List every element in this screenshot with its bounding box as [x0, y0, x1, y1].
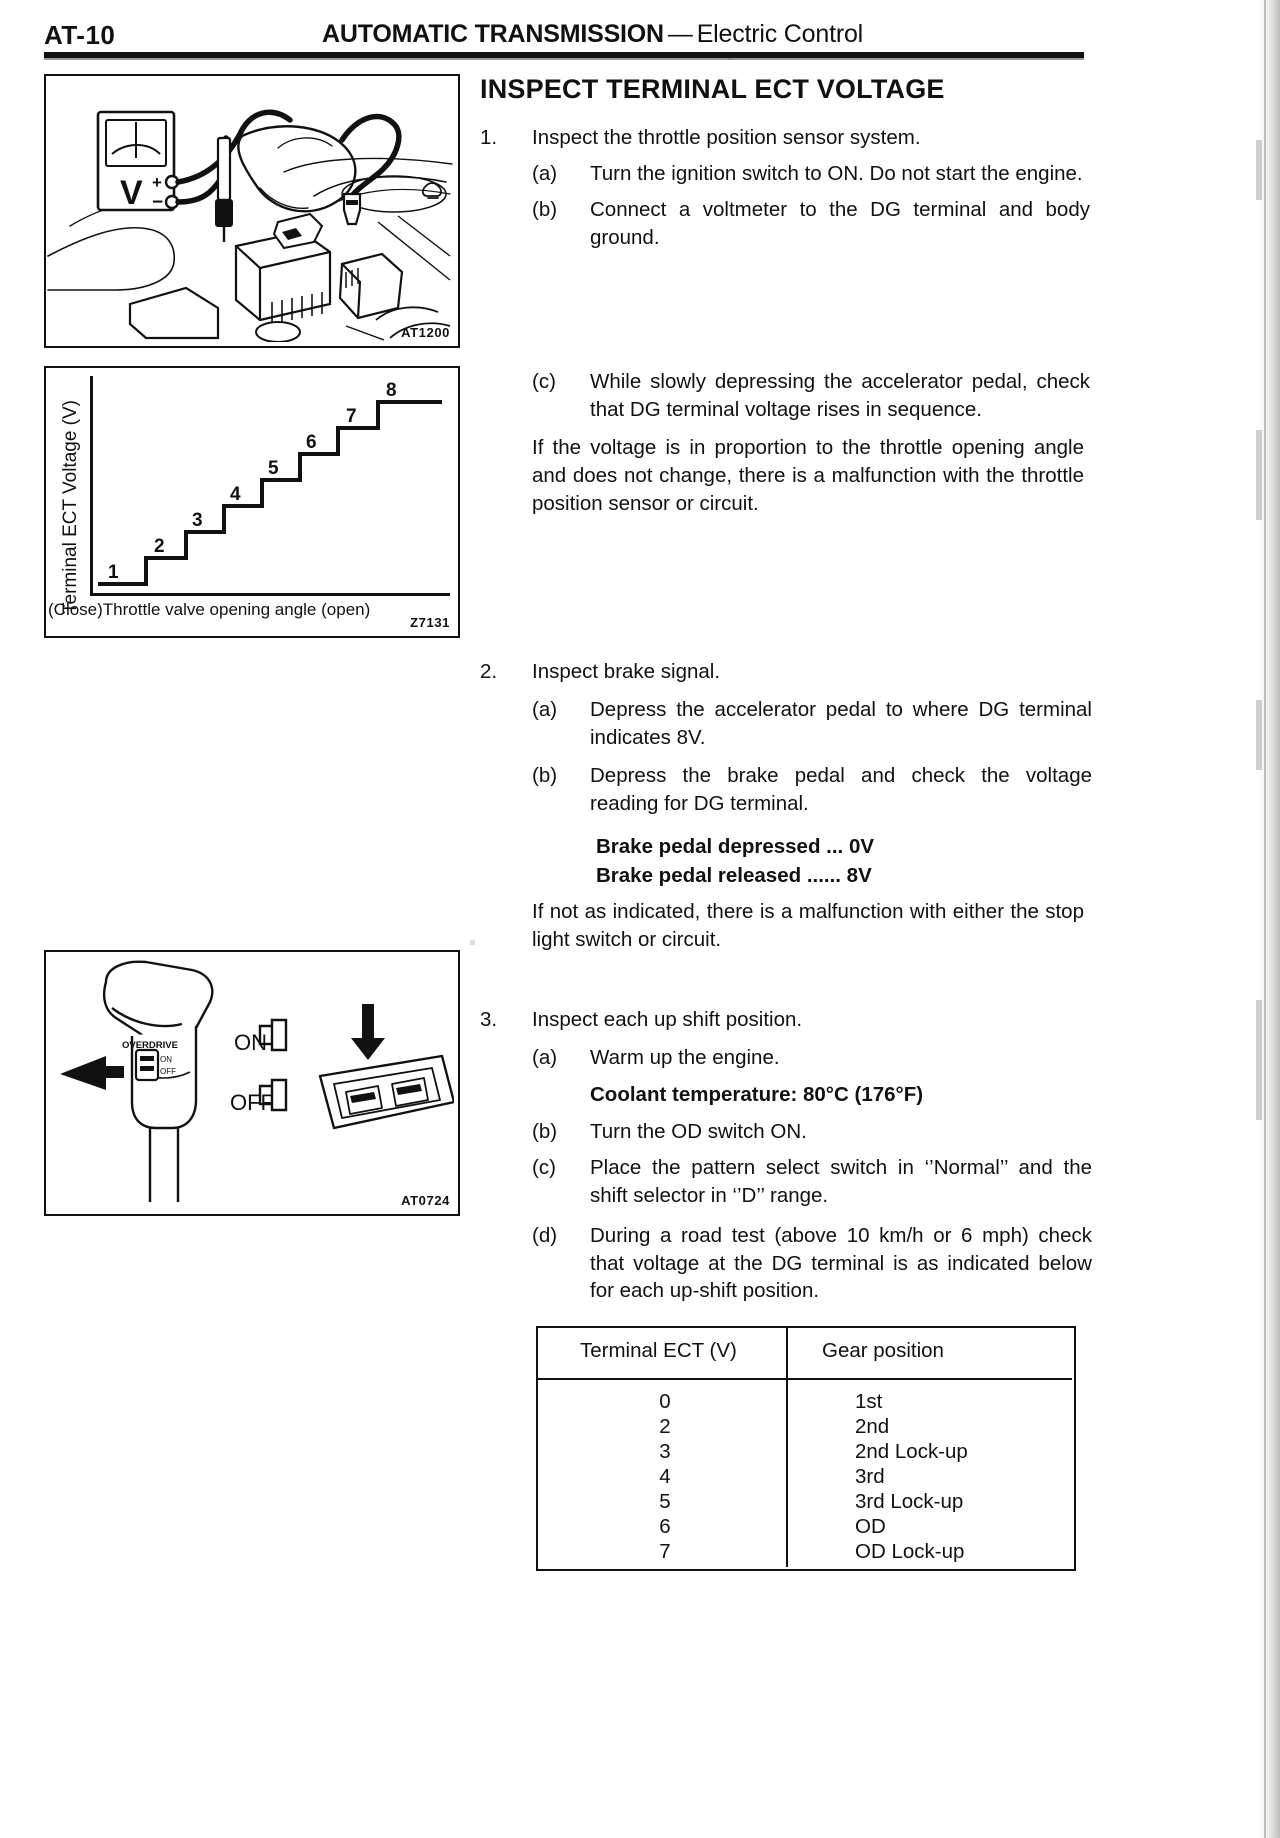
step-3a [480, 1044, 1090, 1078]
chart-step-label-5: 5 [268, 458, 279, 479]
scan-edge-line [1264, 0, 1266, 1838]
gear-table-column-divider [786, 1326, 788, 1567]
gear-table-cell-gear: 2nd [855, 1415, 890, 1438]
voltmeter-label: V [120, 174, 143, 212]
svg-text:ON: ON [160, 1055, 172, 1064]
step-2a-text: Depress the accelerator pedal to where DG terminal indicates 8V. [590, 698, 1092, 749]
gear-table-cell-volts: 2 [659, 1415, 671, 1438]
figure-id-z7131: Z7131 [410, 615, 450, 630]
gear-table-cell-gear: 3rd [855, 1465, 885, 1488]
coolant-spec: Coolant temperature: 80°C (176°F) [590, 1083, 924, 1106]
step-1b-text: Connect a voltmeter to the DG terminal and body ground. [590, 198, 1090, 249]
brake-spec-block [480, 832, 1090, 890]
step-1c-label: (c) [532, 370, 556, 393]
chart-plot-area [90, 376, 452, 596]
step-1-row [480, 124, 1090, 152]
gear-table-header-divider [536, 1378, 1072, 1380]
od-switch-overdrive-text: OVERDRIVE [122, 1040, 178, 1051]
step-1c [480, 368, 1090, 429]
step-2a [480, 696, 1090, 757]
od-switch-off-label: OFF [230, 1090, 274, 1115]
step-1b-label: (b) [532, 198, 558, 221]
chart-step-label-7: 7 [346, 406, 357, 427]
chart-x-label-close: (Close) [48, 600, 103, 619]
step-3b-label: (b) [532, 1120, 558, 1143]
step-3c [480, 1154, 1090, 1215]
gear-table-cell-gear: 2nd Lock-up [855, 1440, 968, 1463]
gear-table-cell-volts: 5 [659, 1490, 671, 1513]
chart-x-label-open: (open) [321, 600, 371, 619]
step-3a-text: Warm up the engine. [590, 1046, 780, 1069]
svg-text:OFF: OFF [160, 1067, 176, 1076]
note-throttle [532, 434, 1086, 518]
main-content-column [480, 74, 1090, 127]
scan-smudge [1256, 430, 1262, 520]
step-2a-label: (a) [532, 698, 558, 721]
step-2b-text: Depress the brake pedal and check the voltage reading for DG terminal. [590, 764, 1092, 815]
step-3-text: Inspect each up shift position. [532, 1008, 803, 1031]
step-1-number: 1. [480, 126, 498, 149]
gear-table-cell-gear: 3rd Lock-up [855, 1490, 964, 1513]
page-title-main: AUTOMATIC TRANSMISSION [322, 20, 664, 48]
chart-x-label-middle: Throttle valve opening angle [102, 600, 317, 619]
step-1a [480, 160, 1090, 194]
step-1b-row [480, 196, 1090, 251]
note-stoplight [532, 898, 1086, 954]
step-3b-row [480, 1118, 1090, 1146]
step-1a-label: (a) [532, 162, 558, 185]
scan-smudge [1256, 140, 1262, 200]
gear-table-header-volts: Terminal ECT (V) [580, 1339, 737, 1362]
scan-edge-artifact [1258, 0, 1280, 1838]
figure-voltmeter-hookup [44, 74, 460, 348]
step-1a-text: Turn the ignition switch to ON. Do not start the engine. [590, 162, 1083, 185]
step-3d-text: During a road test (above 10 km/h or 6 mph) check that voltage at the DG terminal is as indicated below for each up-shift position. [590, 1224, 1092, 1303]
figure-od-switch [44, 950, 460, 1216]
step-3b [480, 1118, 1090, 1152]
gear-table-cell-volts: 6 [659, 1515, 671, 1538]
step-3c-row [480, 1154, 1090, 1209]
step-1a-row [480, 160, 1090, 188]
gear-table-header-gear: Gear position [822, 1339, 944, 1362]
step-2b-label: (b) [532, 764, 558, 787]
chart-step-label-2: 2 [154, 536, 165, 557]
od-switch-illustration [46, 952, 454, 1210]
step-3b-text: Turn the OD switch ON. [590, 1120, 807, 1143]
od-switch-on-label: ON [234, 1030, 267, 1055]
step-3c-text: Place the pattern select switch in ‘’Normal’’ and the shift selector in ‘’D’’ range. [590, 1156, 1092, 1207]
page-number: AT-10 [44, 20, 116, 50]
gear-table-cell-volts: 7 [659, 1540, 671, 1563]
step-3d-label: (d) [532, 1224, 558, 1247]
step-1c-text: While slowly depressing the accelerator pedal, check that DG terminal voltage rises in sequence. [590, 370, 1090, 421]
chart-step-label-3: 3 [192, 510, 203, 531]
step-2b-row [480, 762, 1090, 817]
chart-step-label-1: 1 [108, 562, 119, 583]
svg-text:+: + [152, 173, 162, 192]
brake-spec-released: Brake pedal released ...... 8V [596, 864, 872, 888]
step-3a-label: (a) [532, 1046, 558, 1069]
step-3c-label: (c) [532, 1156, 556, 1179]
page-title-sub: Electric Control [696, 20, 863, 48]
chart-step-line [90, 376, 452, 596]
brake-spec-depressed: Brake pedal depressed ... 0V [596, 835, 875, 858]
step-3 [480, 1006, 1090, 1040]
scan-smudge [1256, 700, 1262, 770]
scan-speck [470, 940, 475, 945]
step-2-number: 2. [480, 660, 498, 683]
step-1b [480, 196, 1090, 257]
note-throttle-text: If the voltage is in proportion to the throttle opening angle and does not change, there is a malfunction with the throttle position sensor or circuit. [532, 436, 1084, 515]
step-2a-row [480, 696, 1090, 751]
step-3-row [480, 1006, 1090, 1034]
step-3-number: 3. [480, 1008, 498, 1031]
gear-table-cell-gear: 1st [855, 1390, 883, 1413]
gear-table-cell-volts: 0 [659, 1390, 671, 1413]
gear-table-cell-volts: 3 [659, 1440, 671, 1463]
step-2b [480, 762, 1090, 823]
step-3d [480, 1222, 1090, 1311]
step-3a-row [480, 1044, 1090, 1072]
step-1c-row [480, 368, 1090, 423]
svg-text:−: − [152, 192, 164, 213]
chart-step-label-8: 8 [386, 380, 397, 401]
section-heading: INSPECT TERMINAL ECT VOLTAGE [480, 74, 945, 104]
step-2 [480, 658, 1090, 692]
gear-table-cell-gear: OD [855, 1515, 886, 1538]
header-rule-shadow [44, 58, 1084, 60]
step-3d-row [480, 1222, 1090, 1305]
figure-id-at1200: AT1200 [401, 325, 450, 340]
chart-step-label-6: 6 [306, 432, 317, 453]
note-stoplight-text: If not as indicated, there is a malfunction with either the stop light switch or circuit. [532, 900, 1084, 951]
page-title-separator: — [667, 20, 693, 48]
page-title [322, 20, 863, 49]
coolant-spec-block [480, 1080, 1090, 1109]
gear-table-cell-volts: 4 [659, 1465, 671, 1488]
chart-step-label-4: 4 [230, 484, 241, 505]
step-2-text: Inspect brake signal. [532, 660, 721, 683]
chart-x-axis-label [48, 600, 456, 620]
gear-table-cell-gear: OD Lock-up [855, 1540, 965, 1563]
figure-ect-voltage-chart [44, 366, 460, 638]
voltmeter-illustration [46, 76, 454, 342]
step-1-text: Inspect the throttle position sensor system. [532, 126, 921, 149]
chart-y-axis-label: Terminal ECT Voltage (V) [60, 399, 81, 614]
figure-id-at0724: AT0724 [401, 1193, 450, 1208]
step-1 [480, 124, 1090, 158]
step-2-row [480, 658, 1090, 686]
scan-smudge [1256, 1000, 1262, 1120]
